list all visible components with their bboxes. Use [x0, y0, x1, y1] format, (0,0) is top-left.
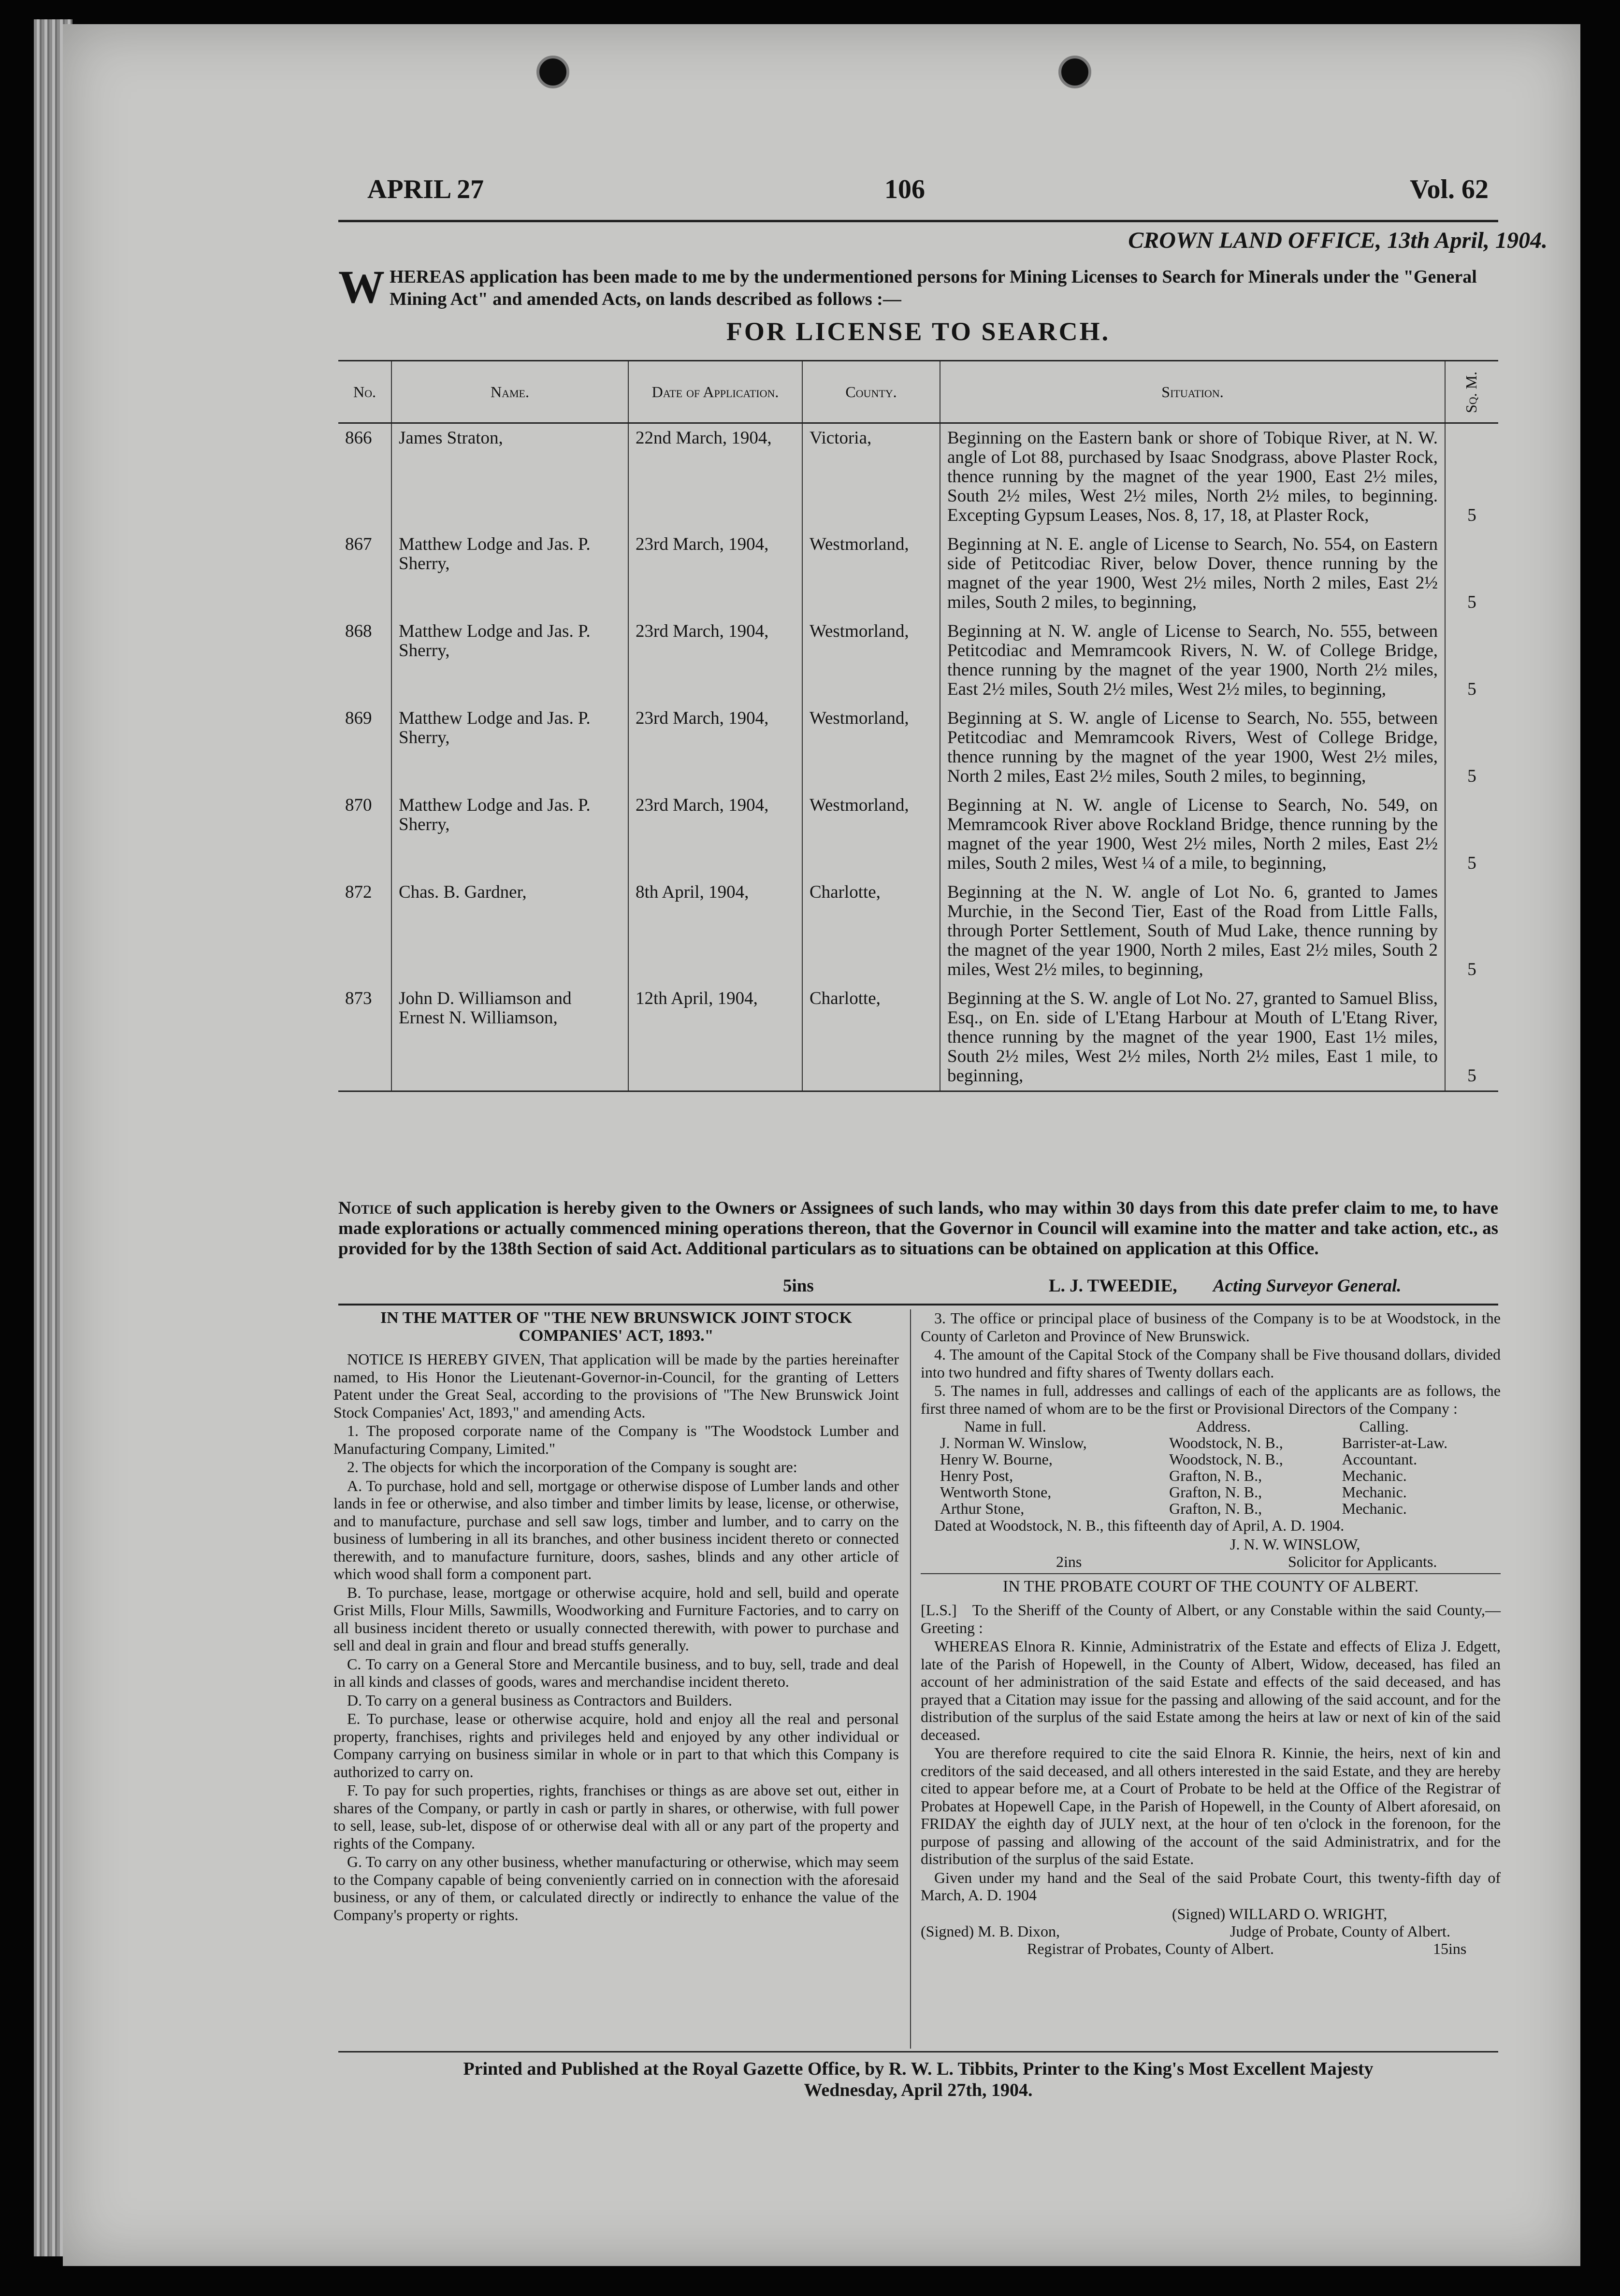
directors-header-name: Name in full.: [964, 1418, 1046, 1435]
table-row: [338, 791, 1498, 878]
probate-judge-title: Judge of Probate, County of Albert.: [1230, 1922, 1450, 1940]
company-paragraph: 1. The proposed corporate name of the Company is "The Woodstock Lumber and Manufacturing Company, Limited.": [333, 1422, 899, 1457]
solicitor-insertions: 2ins: [1056, 1552, 1082, 1570]
director-name: Henry W. Bourne,: [940, 1450, 1053, 1468]
table-row: [338, 984, 1498, 1091]
director-name: J. Norman W. Winslow,: [940, 1434, 1087, 1451]
dated-line: Dated at Woodstock, N. B., this fifteenth day of April, A. D. 1904.: [934, 1517, 1345, 1534]
row-county: Westmorland,: [802, 704, 940, 791]
row-name: John D. Williamson and Ernest N. Williamson,: [391, 984, 628, 1091]
row-no: 869: [345, 708, 372, 728]
company-paragraph: NOTICE IS HEREBY GIVEN, That application will be made by the parties hereinafter named, to His Honor the Lieutenant-Governor-in-Council, for the granting of Letters Patent under the Great Seal, according to the provisions of "The New Brunswick Joint Stock Companies' Act, 1893," and amending Acts.: [333, 1350, 899, 1421]
two-column-notices: [333, 1309, 1503, 2049]
director-row: [921, 1500, 1501, 1517]
director-name: Henry Post,: [940, 1467, 1013, 1484]
company-paragraph: A. To purchase, hold and sell, mortgage or otherwise dispose of Lumber lands and other lands in fee or otherwise, and also timber and timber limits by lease, license, or otherwise, and to manufacture, purchase and sell saw logs, timber and lumber, and to carry on the business of lumbering in all its branches, and other business incident thereto or connected therewith, and to manufacture furniture, doors, sashes, blinds and any other article of which wood shall form a component part.: [333, 1477, 899, 1582]
table-header-row: [338, 361, 1498, 423]
row-sq-miles: 5: [1445, 530, 1498, 617]
license-table: [338, 360, 1498, 1092]
director-address: Woodstock, N. B.,: [1169, 1450, 1283, 1468]
col-header-county: County.: [802, 361, 940, 423]
table-row: [338, 423, 1498, 531]
probate-registrar-title: Registrar of Probates, County of Albert.: [1027, 1939, 1274, 1957]
signer-name: L. J. TWEEDIE,: [1049, 1276, 1177, 1296]
page-number: 106: [884, 174, 925, 204]
row-situation: Beginning at the N. W. angle of Lot No. 6, granted to James Murchie, in the Second Tier, East of the Road from Little Falls, through Porter Settlement, South of Mud Lake, thence running by the magnet of the year 1900, North 2 miles, East 2½ miles, South 2 miles, West 2½ miles, to beginning,: [940, 878, 1445, 984]
intro-text: HEREAS application has been made to me by the undermentioned persons for Mining Licenses to Search for Minerals under the "General Mining Act" and amended Acts, on lands described as follows :—: [390, 267, 1477, 309]
row-no: 873: [345, 989, 372, 1008]
probate-paragraph: WHEREAS Elnora R. Kinnie, Administratrix of the Estate and effects of Eliza J. Edgett, late of the Parish of Hopewell, in the County of Albert, Widow, deceased, has filed an account of her administration of the said Estate and effects of the said deceased, and has prayed that a Citation may issue for the passing and allowing of the said account, and for the distribution of the surplus of the said Estate among the heirs at law or next of kin of the said deceased.: [921, 1637, 1501, 1743]
company-paragraphs-continued: [921, 1309, 1501, 1417]
director-calling: Barrister-at-Law.: [1342, 1434, 1448, 1451]
drop-cap: W: [338, 261, 385, 313]
notice-insertions: 5ins: [783, 1276, 814, 1296]
row-county: Westmorland,: [802, 530, 940, 617]
director-calling: Mechanic.: [1342, 1467, 1407, 1484]
row-situation: Beginning at S. W. angle of License to Search, No. 555, between Petitcodiac and Memramcook Rivers, West of College Bridge, thence running by the magnet of the year 1900, West 2½ miles, North 2 miles, East 2½ miles, South 2 miles, to beginning,: [940, 704, 1445, 791]
probate-paragraphs: [921, 1637, 1501, 1904]
notice-signature: [338, 1276, 1498, 1300]
probate-paragraph: Given under my hand and the Seal of the said Probate Court, this twenty-fifth day of March, A. D. 1904: [921, 1868, 1501, 1904]
company-paragraph: G. To carry on any other business, whether manufacturing or otherwise, which may seem to the Company capable of being conveniently carried on in connection with the aforesaid business, or any of them, or calculated directly or indirectly to enhance the value of the Company's property or rights.: [333, 1853, 899, 1923]
company-paragraph: C. To carry on a General Store and Mercantile business, and to buy, sell, trade and deal in all kinds and classes of goods, wares and merchandise incident thereto.: [333, 1655, 899, 1690]
probate-rule: [921, 1573, 1501, 1574]
director-name: Arthur Stone,: [940, 1500, 1025, 1517]
probate-paragraph: You are therefore required to cite the said Elnora R. Kinnie, the heirs, next of kin and creditors of the said deceased, and all others interested in the said Estate, and they are hereby cited to appear before me, at a Court of Probate to be held at the Office of the Registrar of Probates at Hopewell Cape, in the Parish of Hopewell, in the County of Albert aforesaid, on FRIDAY the eighth day of JULY next, at the hour of ten o'clock in the forenoon, for the purpose of passing and allowing of the account of the said Administratrix, and for the distribution of the surplus of the said Estate.: [921, 1744, 1501, 1867]
row-sq-miles: 5: [1445, 704, 1498, 791]
company-paragraph: D. To carry on a general business as Contractors and Builders.: [347, 1691, 732, 1709]
row-name: Matthew Lodge and Jas. P. Sherry,: [391, 791, 628, 878]
row-situation: Beginning at the S. W. angle of Lot No. 27, granted to Samuel Bliss, Esq., on En. side of L'Etang Harbour at Mouth of L'Etang River, thence running by the magnet of the year 1900, East 1½ miles, South 2½ miles, West 2½ miles, North 2½ miles, East 1 mile, to beginning,: [940, 984, 1445, 1091]
directors-header-calling: Calling.: [1359, 1418, 1409, 1435]
probate-heading: IN THE PROBATE COURT OF THE COUNTY OF ALBERT.: [1002, 1577, 1419, 1595]
company-paragraph: E. To purchase, lease or otherwise acquire, hold and enjoy all the real and personal property, franchises, rights and privileges held and enjoyed by any other individual or Company carrying on business similar in whole or in part to that which this Company is authorized to carry on.: [333, 1710, 899, 1780]
company-paragraph: B. To purchase, lease, mortgage or otherwise acquire, hold and sell, build and operate Grist Mills, Flour Mills, Sawmills, Woodworking and Furniture Factories, and to carry on all business incident thereto or usually connected therewith, with power to purchase and sell and deal in grain and flour and bread stuffs generally.: [333, 1583, 899, 1654]
col-header-sq: Sq. M.: [1445, 361, 1498, 423]
directors-table: [921, 1418, 1501, 1517]
table-row: [338, 617, 1498, 704]
row-name: Matthew Lodge and Jas. P. Sherry,: [391, 704, 628, 791]
probate-sig-registrar: (Signed) M. B. Dixon,: [921, 1922, 1060, 1940]
row-county: Charlotte,: [802, 878, 940, 984]
row-county: Victoria,: [802, 423, 940, 531]
right-column: [921, 1309, 1501, 1959]
row-sq-miles: 5: [1445, 984, 1498, 1091]
row-no: 867: [345, 534, 372, 554]
imprint: [338, 2058, 1498, 2101]
probate-sig-judge: (Signed) WILLARD O. WRIGHT,: [1172, 1905, 1388, 1923]
solicitor-block: [921, 1535, 1501, 1570]
director-address: Woodstock, N. B.,: [1169, 1434, 1283, 1451]
company-paragraph: F. To pay for such properties, rights, franchises or things as are above set out, either in shares of the Company, or partly in cash or partly in shares, or otherwise, with full power to sell, lease, sub-let, dispose of or otherwise deal with all or any part of the property and rights of the Company.: [333, 1781, 899, 1852]
office-line: CROWN LAND OFFICE, 13th April, 1904.: [1128, 228, 1548, 253]
issue-date: APRIL 27: [367, 174, 484, 204]
director-row: [921, 1467, 1501, 1484]
row-date: 23rd March, 1904,: [628, 704, 802, 791]
row-name: Chas. B. Gardner,: [391, 878, 628, 984]
row-situation: Beginning at N. W. angle of License to Search, No. 549, on Memramcook River above Rockland Bridge, thence running by the magnet of the year 1900, West 2½ miles, North 2 miles, East 2½ miles, South 2 miles, West ¼ of a mile, to beginning,: [940, 791, 1445, 878]
row-sq-miles: 5: [1445, 878, 1498, 984]
row-no: 870: [345, 795, 372, 815]
row-no: 868: [345, 621, 372, 641]
col-header-name: Name.: [391, 361, 628, 423]
signer-title: Acting Surveyor General.: [1213, 1276, 1402, 1296]
row-name: Matthew Lodge and Jas. P. Sherry,: [391, 617, 628, 704]
company-paragraph: 3. The office or principal place of business of the Company is to be at Woodstock, in the County of Carleton and Province of New Brunswick.: [921, 1309, 1501, 1345]
probate-signatures: [921, 1905, 1501, 1959]
notice-paragraph: [338, 1198, 1498, 1259]
row-name: James Straton,: [391, 423, 628, 531]
company-paragraph: 4. The amount of the Capital Stock of the Company shall be Five thousand dollars, divided into two hundred and fifty shares of Twenty dollars each.: [921, 1346, 1501, 1381]
director-calling: Mechanic.: [1342, 1500, 1407, 1517]
row-sq-miles: 5: [1445, 423, 1498, 531]
notice-text: of such application is hereby given to the Owners or Assignees of such lands, who may within 30 days from this date prefer claim to me, to have made explorations or actually commenced mining operations thereon, that the Governor in Council will examine into the matter and take action, etc., as provided for by the 138th Section of said Act. Additional particulars as to situations can be obtained on application at this Office.: [338, 1198, 1498, 1259]
director-row: [921, 1435, 1501, 1451]
probate-address: [921, 1601, 1501, 1636]
binding-hole-right: [1058, 56, 1091, 88]
imprint-line1: Printed and Published at the Royal Gazette Office, by R. W. L. Tibbits, Printer to the King's Most Excellent Majesty: [463, 2059, 1374, 2079]
section-title: FOR LICENSE TO SEARCH.: [726, 317, 1111, 346]
imprint-line2: Wednesday, April 27th, 1904.: [804, 2080, 1033, 2100]
row-situation: Beginning on the Eastern bank or shore of Tobique River, at N. W. angle of Lot 88, purchased by Isaac Snodgrass, above Plaster Rock, thence running by the magnet of the year 1900, East 2½ miles, South 2½ miles, West 2½ miles, North 2½ miles, to beginning. Excepting Gypsum Leases, Nos. 8, 17, 18, at Plaster Rock,: [940, 423, 1445, 531]
probate-insertions: 15ins: [1433, 1939, 1467, 1957]
director-calling: Accountant.: [1342, 1450, 1418, 1468]
row-county: Charlotte,: [802, 984, 940, 1091]
table-row: [338, 878, 1498, 984]
left-column: [333, 1309, 899, 1924]
running-head: [304, 174, 1498, 208]
row-county: Westmorland,: [802, 617, 940, 704]
director-row: [921, 1451, 1501, 1467]
footer-rule: [338, 2051, 1498, 2052]
directors-header-address: Address.: [1196, 1418, 1251, 1435]
notice-rule: [338, 1304, 1498, 1306]
row-situation: Beginning at N. E. angle of License to Search, No. 554, on Eastern side of Petitcodiac River, below Dover, thence running by the magnet of the year 1900, West 2½ miles, North 2 miles, East 2½ miles, South 2 miles, to beginning,: [940, 530, 1445, 617]
director-calling: Mechanic.: [1342, 1483, 1407, 1501]
solicitor-title: Solicitor for Applicants.: [1288, 1552, 1437, 1570]
row-no: 872: [345, 882, 372, 902]
binding-hole-left: [536, 56, 569, 88]
col-header-date: Date of Application.: [628, 361, 802, 423]
volume-number: Vol. 62: [1410, 174, 1489, 204]
row-date: 23rd March, 1904,: [628, 791, 802, 878]
company-paragraphs: [333, 1350, 899, 1923]
probate-address-text: To the Sheriff of the County of Albert, or any Constable within the said County,—Greeting :: [921, 1601, 1501, 1636]
row-date: 23rd March, 1904,: [628, 617, 802, 704]
company-paragraph: 5. The names in full, addresses and callings of each of the applicants are as follows, the first three named of whom are to be the first or Provisional Directors of the Company :: [921, 1382, 1501, 1417]
director-address: Grafton, N. B.,: [1169, 1467, 1262, 1484]
row-county: Westmorland,: [802, 791, 940, 878]
table-row: [338, 530, 1498, 617]
row-no: 866: [345, 428, 372, 448]
intro-paragraph: [338, 261, 1498, 313]
row-date: 22nd March, 1904,: [628, 423, 802, 531]
probate-seal: [L.S.]: [921, 1601, 957, 1619]
director-name: Wentworth Stone,: [940, 1483, 1052, 1501]
directors-header: [921, 1418, 1501, 1435]
row-date: 23rd March, 1904,: [628, 530, 802, 617]
director-address: Grafton, N. B.,: [1169, 1483, 1262, 1501]
col-header-no: No.: [338, 361, 391, 423]
solicitor-name: J. N. W. WINSLOW,: [1230, 1535, 1360, 1553]
row-sq-miles: 5: [1445, 617, 1498, 704]
director-row: [921, 1484, 1501, 1500]
row-sq-miles: 5: [1445, 791, 1498, 878]
director-address: Grafton, N. B.,: [1169, 1500, 1262, 1517]
row-name: Matthew Lodge and Jas. P. Sherry,: [391, 530, 628, 617]
company-act-heading: IN THE MATTER OF "THE NEW BRUNSWICK JOINT STOCK COMPANIES' ACT, 1893.": [380, 1309, 853, 1345]
table-row: [338, 704, 1498, 791]
company-paragraph: 2. The objects for which the incorporation of the Company is sought are:: [347, 1458, 797, 1476]
col-header-situation: Situation.: [940, 361, 1445, 423]
row-date: 8th April, 1904,: [628, 878, 802, 984]
column-divider: [910, 1309, 911, 2049]
row-situation: Beginning at N. W. angle of License to Search, No. 555, between Petitcodiac and Memramcook Rivers, N. W. of College Bridge, thence running by the magnet of the year 1900, North 2½ miles, East 2½ miles, South 2½ miles, West 2½ miles, to beginning,: [940, 617, 1445, 704]
notice-lead: Notice: [338, 1198, 392, 1218]
head-rule: [338, 220, 1498, 222]
row-date: 12th April, 1904,: [628, 984, 802, 1091]
